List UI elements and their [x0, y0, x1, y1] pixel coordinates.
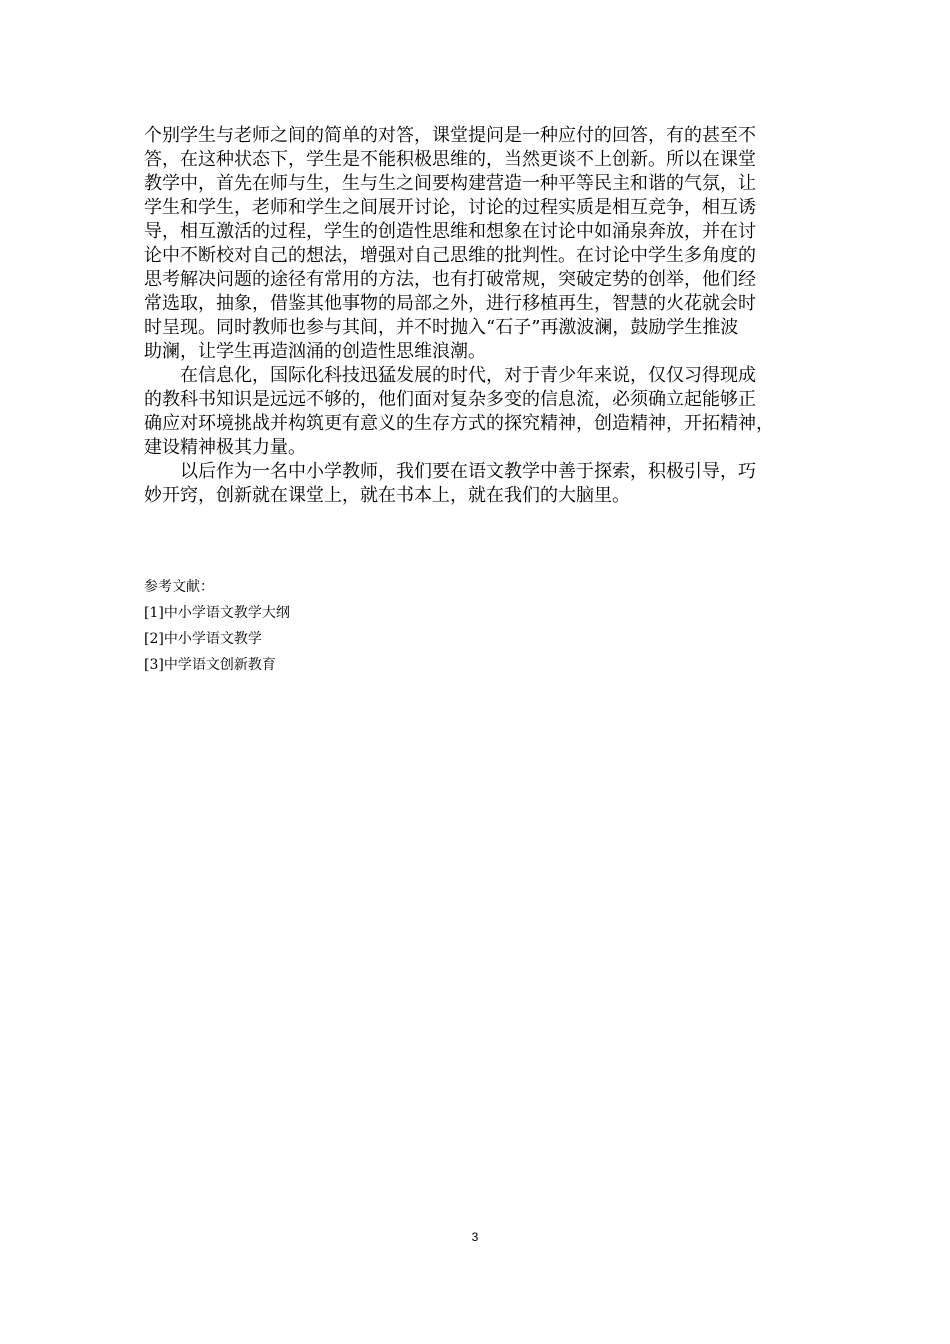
reference-item: [3]中学语文创新教育	[144, 657, 276, 673]
page-number: 3	[471, 1230, 479, 1244]
text-line: 确应对环境挑战并构筑更有意义的生存方式的探究精神，创造精神，开拓精神，	[144, 413, 774, 434]
paragraph-1	[144, 124, 812, 364]
text-line: 常选取，抽象，借鉴其他事物的局部之外，进行移植再生，智慧的火花就会时	[144, 293, 756, 314]
text-line: 个别学生与老师之间的简单的对答，课堂提问是一种应付的回答，有的甚至不	[144, 125, 756, 146]
text-line: 学生和学生，老师和学生之间展开讨论，讨论的过程实质是相互竞争，相互诱	[144, 197, 756, 218]
text-line: 答，在这种状态下，学生是不能积极思维的，当然更谈不上创新。所以在课堂	[144, 149, 756, 170]
paragraph-3	[144, 460, 812, 508]
text-line: 助澜，让学生再造汹涌的创造性思维浪潮。	[144, 341, 486, 362]
text-line: 时呈现。同时教师也参与其间，并不时抛入“石子”再激波澜，鼓励学生推波	[144, 317, 739, 338]
references-heading: 参考文献：	[144, 579, 214, 595]
text-line: 教学中，首先在师与生，生与生之间要构建营造一种平等民主和谐的气氛，让	[144, 173, 756, 194]
body-text	[144, 124, 812, 508]
references-section	[144, 574, 290, 678]
text-line: 妙开窍，创新就在课堂上，就在书本上，就在我们的大脑里。	[144, 485, 630, 506]
text-line: 论中不断校对自己的想法，增强对自己思维的批判性。在讨论中学生多角度的	[144, 245, 756, 266]
text-line: 以后作为一名中小学教师，我们要在语文教学中善于探索，积极引导，巧	[180, 461, 756, 482]
text-line: 建设精神极其力量。	[144, 437, 306, 458]
text-line: 思考解决问题的途径有常用的方法，也有打破常规，突破定势的创举，他们经	[144, 269, 756, 290]
paragraph-2	[144, 364, 812, 460]
reference-item: [1]中小学语文教学大纲	[144, 605, 290, 621]
text-line: 的教科书知识是远远不够的，他们面对复杂多变的信息流，必须确立起能够正	[144, 389, 756, 410]
reference-item: [2]中小学语文教学	[144, 631, 262, 647]
text-line: 在信息化，国际化科技迅猛发展的时代，对于青少年来说，仅仅习得现成	[180, 365, 756, 386]
text-line: 导，相互激活的过程，学生的创造性思维和想象在讨论中如涌泉奔放，并在讨	[144, 221, 756, 242]
